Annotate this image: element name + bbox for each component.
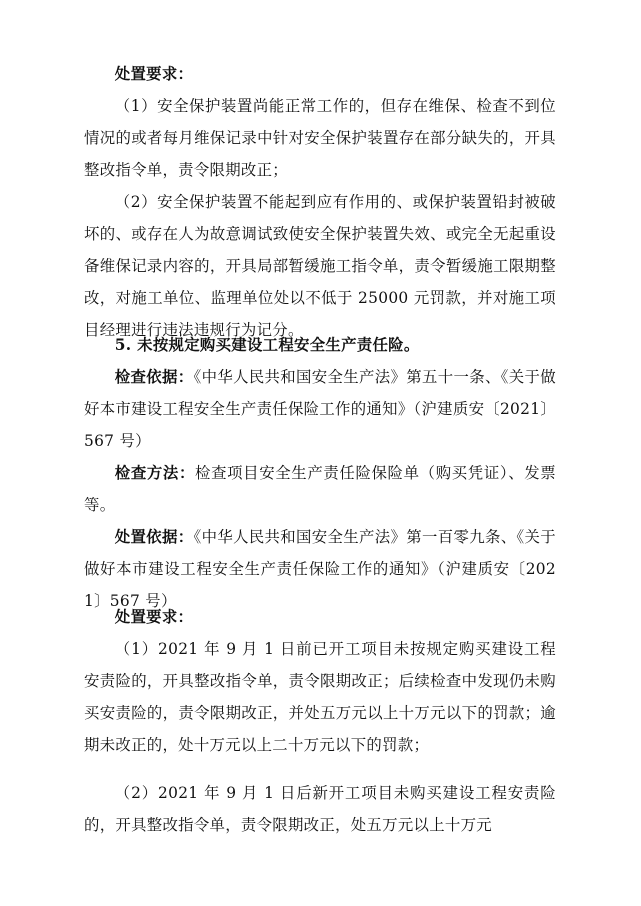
requirement-paragraph-3 (84, 634, 556, 762)
disposal-requirements-heading-2-text: 处置要求： (114, 608, 194, 626)
section-5-heading (84, 330, 556, 362)
inspection-method-label: 检查方法： (114, 464, 196, 482)
inspection-method-text: 检查项目安全生产责任险保险单（购买凭证）、发票等。 (84, 464, 556, 514)
requirement-paragraph-2-text: （2）安全保护装置不能起到应有作用的、或保护装置铅封被破坏的、或存在人为故意调试致使安全保护装置失效、或完全无起重设备维保记录内容的，开具局部暂缓施工指令单，责令暂缓施工限期整改，对施工单位、监理单位处以不低于 25000 元罚款，并对施工项目经理进行违法违规行为记分。 (84, 193, 556, 339)
inspection-basis-paragraph (84, 362, 556, 458)
requirement-paragraph-4 (84, 778, 556, 842)
requirement-paragraph-1-text: （1）安全保护装置尚能正常工作的，但存在维保、检查不到位情况的或者每月维保记录中针对安全保护装置存在部分缺失的，开具整改指令单，责令限期改正； (84, 97, 556, 179)
disposal-basis-label: 处置依据： (114, 528, 194, 546)
requirement-paragraph-3-text: （1）2021 年 9 月 1 日前已开工项目未按规定购买建设工程安责险的，开具整改指令单，责令限期改正；后续检查中发现仍未购买安责险的，责令限期改正，并处五万元以上十万元以下的罚款；逾期未改正的，处十万元以上二十万元以下的罚款； (84, 640, 556, 754)
disposal-requirements-heading-1-text: 处置要求： (114, 65, 194, 83)
requirement-paragraph-1 (84, 91, 556, 187)
section-5-heading-text: 5. 未按规定购买建设工程安全生产责任险。 (114, 336, 420, 354)
requirement-paragraph-4-text: （2）2021 年 9 月 1 日后新开工项目未购买建设工程安责险的，开具整改指令单，责令限期改正，处五万元以上十万元 (84, 784, 556, 834)
inspection-basis-label: 检查依据： (114, 368, 194, 386)
disposal-requirements-heading-2 (84, 602, 556, 634)
disposal-basis-text: 《中华人民共和国安全生产法》第一百零九条、《关于做好本市建设工程安全生产责任保险工作的通知》（沪建质安〔2021〕567 号） (84, 528, 556, 610)
requirement-paragraph-2 (84, 187, 556, 347)
disposal-requirements-heading-1 (84, 59, 556, 91)
inspection-basis-text: 《中华人民共和国安全生产法》第五十一条、《关于做好本市建设工程安全生产责任保险工作的通知》（沪建质安〔2021〕567 号） (84, 368, 557, 450)
inspection-method-paragraph (84, 458, 556, 522)
